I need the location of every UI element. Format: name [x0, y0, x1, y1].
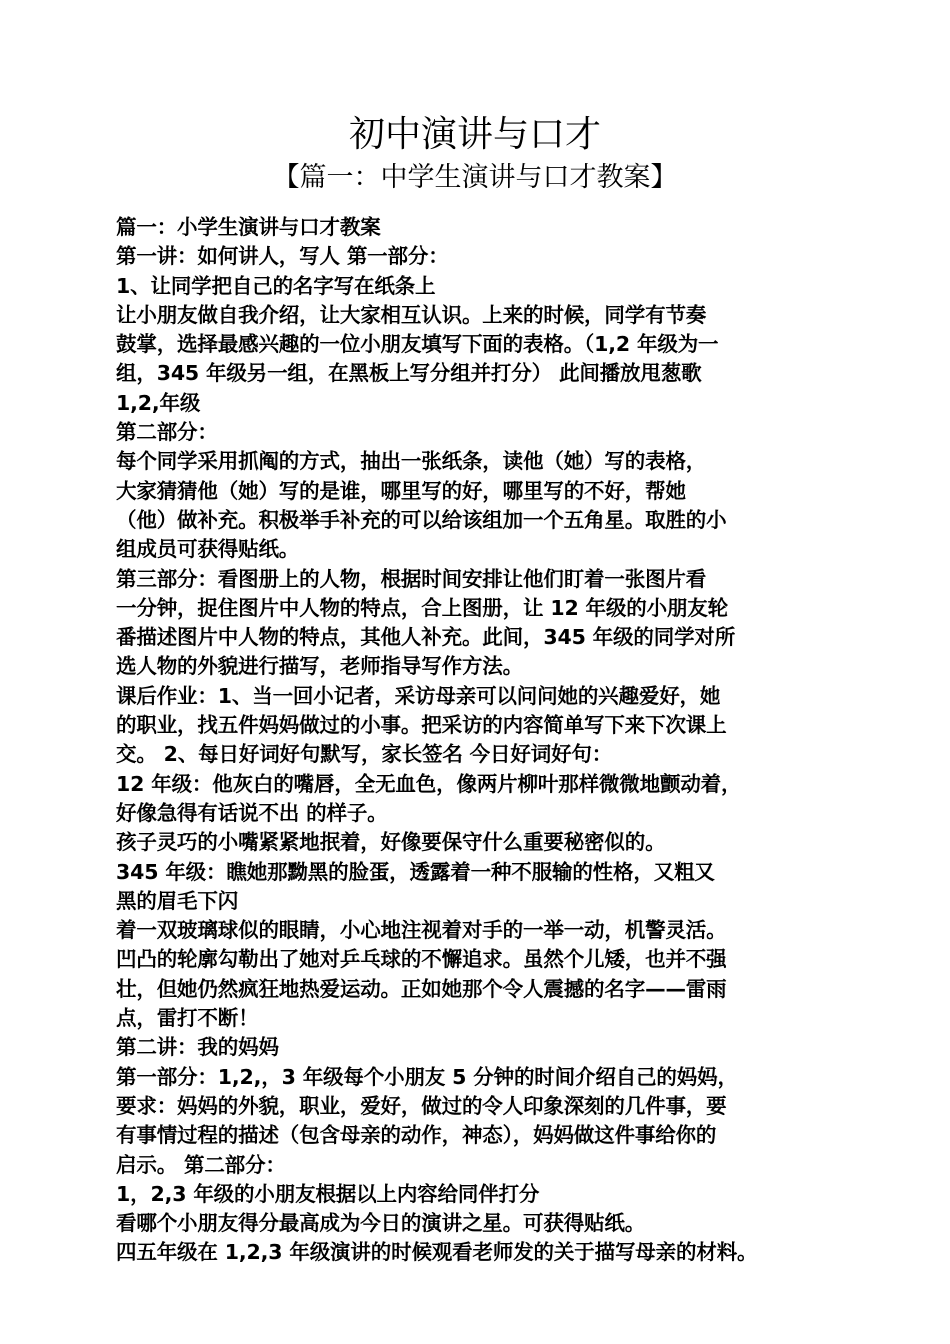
body-line: 的职业，找五件妈妈做过的小事。把采访的内容简单写下来下次课上: [116, 713, 727, 738]
body-line: 四五年级在 1,2,3 年级演讲的时候观看老师发的关于描写母亲的材料。: [116, 1240, 758, 1265]
body-line: 1、让同学把自己的名字写在纸条上: [116, 273, 436, 298]
body-line: 番描述图片中人物的特点，其他人补充。此间，345 年级的同学对所: [116, 625, 736, 650]
body-line: 第一部分：1,2,，3 年级每个小朋友 5 分钟的时间介绍自己的妈妈，: [116, 1064, 738, 1089]
body-line: 鼓掌，选择最感兴趣的一位小朋友填写下面的表格。（1,2 年级为一: [116, 332, 719, 357]
body-line: 组，345 年级另一组，在黑板上写分组并打分） 此间播放甩葱歌: [116, 361, 702, 386]
body-line: 让小朋友做自我介绍，让大家相互认识。上来的时候，同学有节奏: [116, 302, 707, 327]
body-line: 有事情过程的描述（包含母亲的动作，神态），妈妈做这件事给你的: [116, 1123, 717, 1148]
body-line: 每个同学采用抓阄的方式，抽出一张纸条，读他（她）写的表格，: [116, 449, 707, 474]
body-line: 课后作业：1、当一回小记者，采访母亲可以问问她的兴趣爱好，她: [116, 683, 721, 708]
body-line: 1，2,3 年级的小朋友根据以上内容给同伴打分: [116, 1181, 540, 1206]
document-subtitle: 【篇一：中学生演讲与口才教案】: [272, 162, 678, 193]
body-line: 大家猜猜他（她）写的是谁，哪里写的好，哪里写的不好，帮她: [116, 478, 686, 503]
body-line: 着一双玻璃球似的眼睛，小心地注视着对手的一举一动，机警灵活。: [116, 918, 727, 943]
body-line: 孩子灵巧的小嘴紧紧地抿着，好像要保守什么重要秘密似的。: [116, 830, 666, 855]
body-line: 篇一：小学生演讲与口才教案: [116, 215, 381, 239]
body-line: 黑的眉毛下闪: [116, 888, 239, 913]
body-line: 要求：妈妈的外貌，职业，爱好，做过的令人印象深刻的几件事，要: [116, 1093, 727, 1118]
body-line: 组成员可获得贴纸。: [116, 537, 300, 562]
body-line: 选人物的外貌进行描写，老师指导写作方法。: [116, 654, 523, 679]
body-line: 1,2,年级: [116, 390, 201, 415]
body-line: 壮，但她仍然疯狂地热爱运动。正如她那个令人震撼的名字——雷雨: [116, 976, 727, 1001]
document-body: [116, 213, 836, 1268]
body-line: 启示。 第二部分：: [116, 1152, 286, 1177]
document-title: 初中演讲与口才: [348, 114, 601, 155]
body-line: 看哪个小朋友得分最高成为今日的演讲之星。可获得贴纸。: [116, 1211, 646, 1236]
body-line: 345 年级：瞧她那黝黑的脸蛋，透露着一种不服输的性格，又粗又: [116, 859, 715, 884]
body-line: 交。 2、每日好词好句默写，家长签名 今日好词好句：: [116, 742, 613, 767]
body-line: 第一讲：如何讲人，写人 第一部分：: [116, 244, 449, 269]
body-line: 第三部分：看图册上的人物，根据时间安排让他们盯着一张图片看: [116, 566, 707, 591]
body-line: 好像急得有话说不出 的样子。: [116, 800, 388, 825]
body-line: 第二讲：我的妈妈: [116, 1035, 279, 1060]
body-line: 一分钟，捉住图片中人物的特点，合上图册，让 12 年级的小朋友轮: [116, 595, 729, 620]
body-line: 第二部分：: [116, 420, 218, 445]
body-line: 凹凸的轮廓勾勒出了她对乒乓球的不懈追求。虽然个儿矮，也并不强: [116, 947, 727, 972]
body-line: 点，雷打不断！: [116, 1006, 259, 1031]
body-line: 12 年级：他灰白的嘴唇，全无血色，像两片柳叶那样微微地颤动着，: [116, 771, 742, 796]
body-line: （他）做补充。积极举手补充的可以给该组加一个五角星。取胜的小: [116, 507, 727, 532]
